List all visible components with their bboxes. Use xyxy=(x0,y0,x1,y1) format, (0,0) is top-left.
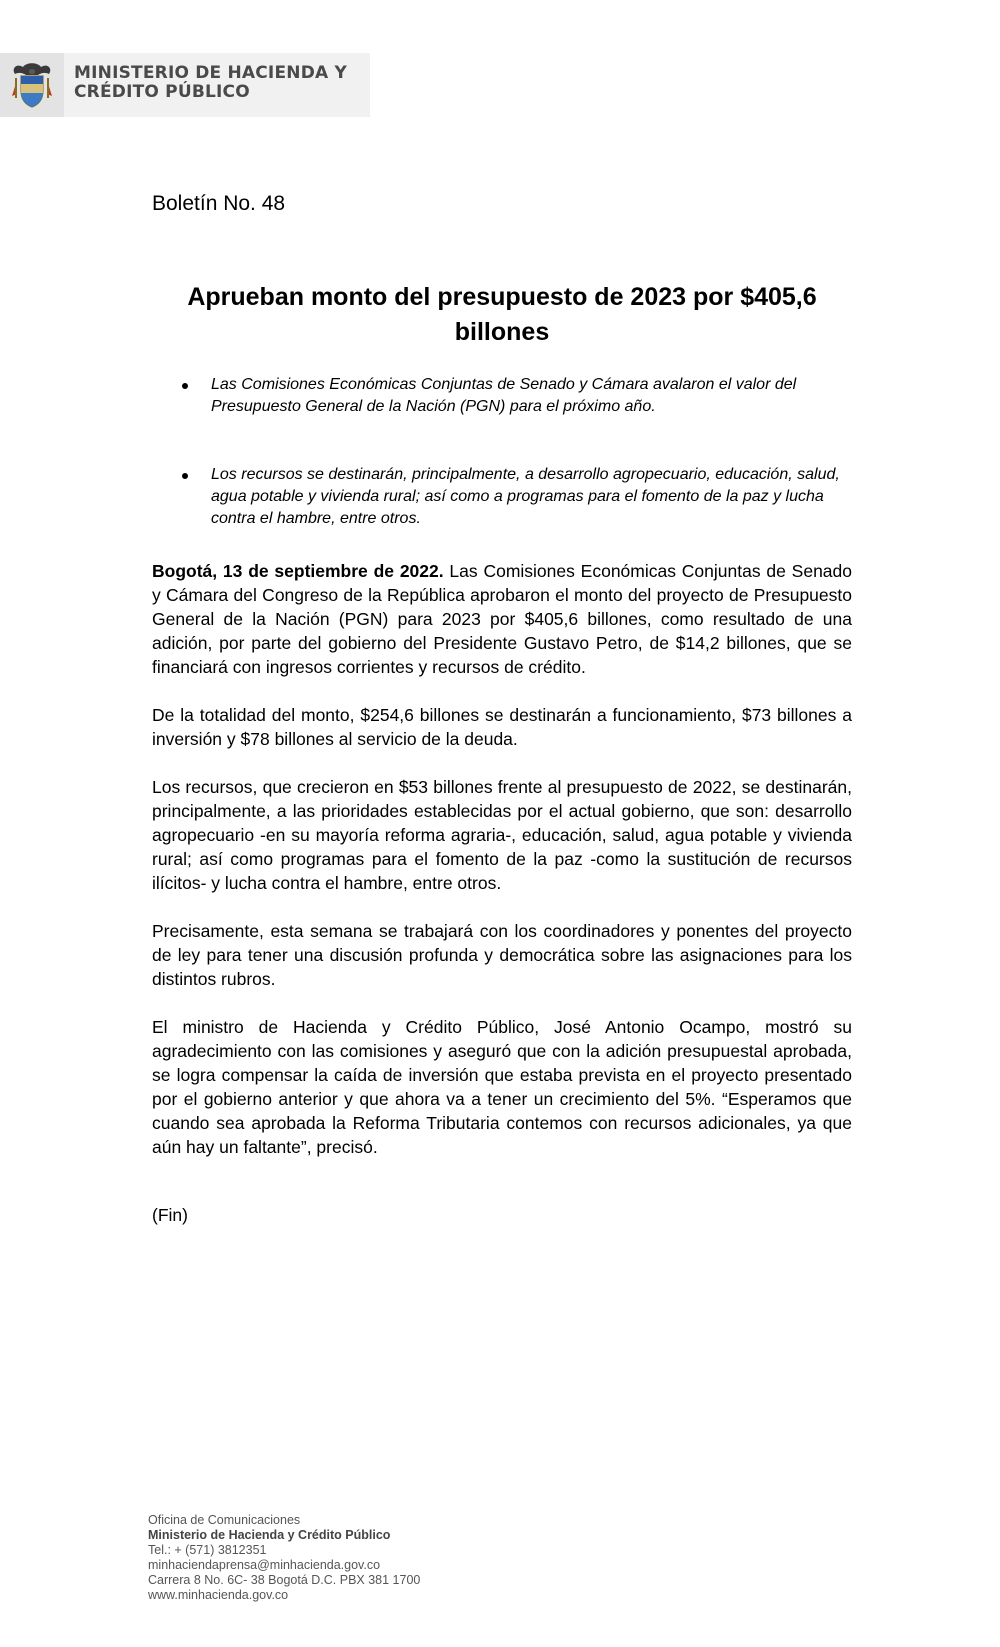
bullet-icon xyxy=(182,473,188,479)
body-paragraph: Los recursos, que crecieron en $53 billones frente al presupuesto de 2022, se destinarán, principalmente, a las prioridades establecidas por el actual gobierno, que son: desarrollo agropecuario -en su mayoría reforma agraria-, educación, salud, agua potable y vivienda rural; así como programas para el fomento de la paz -como la sustitución de recursos ilícitos- y lucha contra el hambre, entre otros. xyxy=(152,777,852,893)
highlights-list xyxy=(152,374,852,530)
colombia-coat-of-arms-icon xyxy=(0,53,64,117)
page-title: Aprueban monto del presupuesto de 2023 por $405,6 billones xyxy=(187,283,817,346)
bulletin-number: Boletín No. 48 xyxy=(152,192,286,215)
ministry-name-line1: MINISTERIO DE HACIENDA Y xyxy=(74,63,347,83)
footer-address: Carrera 8 No. 6C- 38 Bogotá D.C. PBX 381 1700 xyxy=(148,1573,421,1587)
highlight-item xyxy=(152,464,852,530)
dateline: Bogotá, 13 de septiembre de 2022. xyxy=(152,561,444,581)
highlight-item xyxy=(152,374,852,418)
body-paragraph: El ministro de Hacienda y Crédito Público, José Antonio Ocampo, mostró su agradecimiento con las comisiones y aseguró que con la adición presupuestal aprobada, se logra compensar la caída de inversión que estaba prevista en el proyecto presentado por el gobierno anterior y que ahora va a tener un crecimiento del 5%. “Esperamos que cuando sea aprobada la Reforma Tributaria contemos con recursos adicionales, ya que aún hay un faltante”, precisó. xyxy=(152,1017,852,1157)
body-paragraph xyxy=(152,559,852,679)
paragraph-text: Las Comisiones Económicas Conjuntas de Senado y Cámara del Congreso de la República aprobaron el monto del proyecto de Presupuesto General de la Nación (PGN) para 2023 por $405,6 billones, como resultado de una adición, por parte del gobierno del Presidente Gustavo Petro, de $14,2 billones, que se financiará con ingresos corrientes y recursos de crédito. xyxy=(152,561,852,677)
footer-contact xyxy=(148,1513,420,1603)
footer-phone: Tel.: + (571) 3812351 xyxy=(148,1543,267,1557)
article-body xyxy=(152,559,852,1159)
body-paragraph: Precisamente, esta semana se trabajará con los coordinadores y ponentes del proyecto de ley para tener una discusión profunda y democrática sobre las asignaciones para los distintos rubros. xyxy=(152,921,852,989)
footer-ministry: Ministerio de Hacienda y Crédito Público xyxy=(148,1528,391,1542)
ministry-name-line2: CRÉDITO PÚBLICO xyxy=(74,82,250,102)
footer-email: minhaciendaprensa@minhacienda.gov.co xyxy=(148,1558,381,1572)
highlight-text: Los recursos se destinarán, principalmente, a desarrollo agropecuario, educación, salud, agua potable y vivienda rural; así como a programas para el fomento de la paz y lucha contra el hambre, entre otros. xyxy=(211,466,840,527)
highlight-text: Las Comisiones Económicas Conjuntas de Senado y Cámara avalaron el valor del Presupuesto General de la Nación (PGN) para el próximo año. xyxy=(211,376,797,415)
body-paragraph: De la totalidad del monto, $254,6 billones se destinarán a funcionamiento, $73 billones a inversión y $78 billones al servicio de la deuda. xyxy=(152,705,852,749)
footer-office: Oficina de Comunicaciones xyxy=(148,1513,301,1527)
bullet-icon xyxy=(182,383,188,389)
footer-website: www.minhacienda.gov.co xyxy=(148,1588,289,1602)
ministry-logo-text xyxy=(74,64,347,102)
end-marker: (Fin) xyxy=(152,1205,188,1225)
